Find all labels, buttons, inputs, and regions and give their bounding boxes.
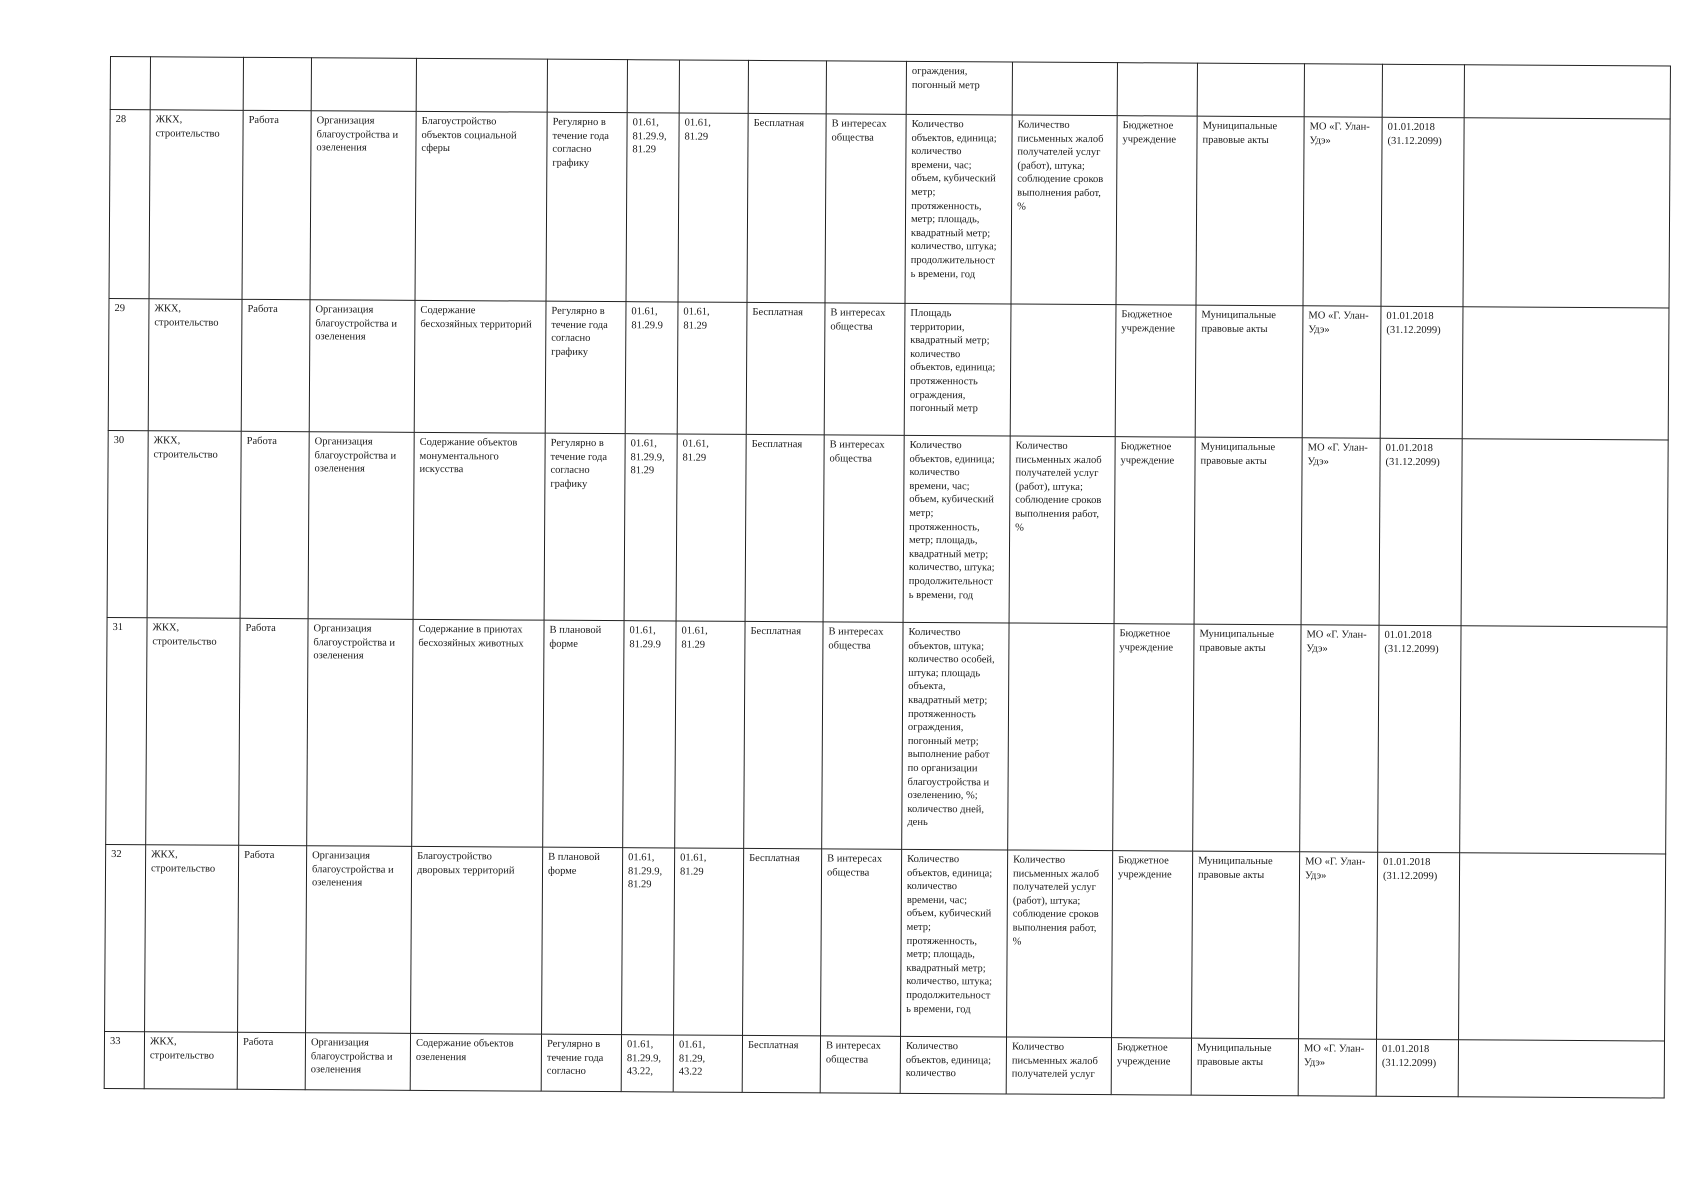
cell-dates: [1381, 117, 1464, 306]
cell-metrics: [904, 303, 1011, 436]
cell-interest: [822, 622, 903, 849]
cell-frequency: [544, 433, 625, 620]
cell-institution: [1115, 305, 1196, 437]
cell-num: [104, 1031, 144, 1088]
cell-payment: [746, 302, 825, 434]
cell-text: Количество письменных жалоб получателей услуг: [1011, 1041, 1098, 1081]
cell-text: Муниципальные правовые акты: [1202, 120, 1278, 146]
cell-text: 28: [115, 114, 127, 126]
cell-text: ЖКХ, строительство: [153, 435, 218, 461]
cell-institution: [1117, 63, 1197, 116]
cell-text: Муниципальные правовые акты: [1196, 1042, 1272, 1068]
cell-metrics: [905, 114, 1012, 304]
cell-text: 29: [114, 303, 125, 315]
cell-acts: [1191, 1038, 1298, 1096]
table-row: [108, 298, 1669, 440]
table-row: [105, 844, 1666, 1041]
cell-text: В интересах общества: [829, 439, 885, 465]
cell-acts: [1195, 305, 1303, 438]
cell-okved1: [622, 848, 675, 1035]
cell-kind: [243, 57, 311, 110]
cell-kind: [241, 299, 310, 431]
cell-text: 01.61, 81.29.9, 43.22,: [626, 1039, 662, 1078]
cell-acts: [1192, 851, 1300, 1039]
cell-text: 01.61, 81.29: [684, 117, 711, 143]
cell-text: Муниципальные правовые акты: [1199, 628, 1275, 654]
cell-text: МО «Г. Улан- Удэ»: [1306, 629, 1367, 655]
cell-institution: [1114, 437, 1195, 624]
cell-text: Количество объектов, единица; количество времени, час; объем, кубический метр; протяженность, метр; площадь, квадратный метр; количество, штука; продолжительност ь времени, год: [908, 439, 995, 601]
cell-name: [414, 300, 546, 433]
cell-sector: [145, 845, 239, 1033]
cell-extra: [1463, 118, 1670, 308]
cell-text: [1467, 629, 1662, 630]
cell-metrics: [903, 435, 1010, 623]
cell-interest: [820, 1036, 900, 1093]
cell-name: [413, 432, 545, 620]
registry-sheet: [104, 56, 1671, 1099]
cell-institution: [1111, 1038, 1191, 1095]
cell-acts: [1193, 624, 1301, 852]
cell-section: [310, 111, 416, 301]
cell-municipality: [1298, 1039, 1376, 1096]
registry-body: [104, 57, 1670, 1099]
cell-okved2: [673, 1035, 742, 1092]
cell-payment: [745, 434, 824, 621]
cell-dates: [1377, 852, 1460, 1039]
cell-text: 01.61, 81.29.9: [629, 625, 661, 650]
cell-kind: [240, 431, 309, 618]
continuation-metrics: ограждения, погонный метр: [911, 65, 980, 91]
cell-section: [307, 619, 413, 847]
cell-text: Муниципальные правовые акты: [1200, 441, 1276, 467]
cell-text: Работа: [246, 435, 278, 448]
cell-text: Бесплатная: [749, 852, 800, 865]
cell-kind: [239, 618, 308, 845]
cell-kind: [238, 845, 307, 1032]
cell-dates: [1380, 306, 1463, 438]
cell-text: [1468, 442, 1663, 443]
cell-acts: [1196, 116, 1304, 306]
cell-text: 01.61, 81.29: [682, 438, 709, 464]
cell-text: Работа: [247, 303, 278, 316]
cell-payment: [747, 113, 826, 302]
cell-sector: [147, 431, 241, 619]
cell-extra: [1459, 853, 1666, 1041]
cell-sector: [144, 1032, 237, 1090]
cell-okved2: [677, 302, 747, 434]
table-row: [109, 110, 1670, 309]
cell-dates: [1376, 1039, 1458, 1096]
cell-municipality: [1303, 117, 1382, 306]
cell-text: В плановой форме: [547, 851, 600, 877]
cell-institution: [1116, 116, 1197, 305]
cell-text: Регулярно в течение года согласно графику: [551, 305, 608, 358]
cell-text: МО «Г. Улан- Удэ»: [1309, 121, 1370, 147]
cell-text: [1468, 310, 1663, 311]
cell-extra: [1462, 307, 1669, 440]
cell-text: Бесплатная: [750, 625, 802, 638]
cell-metrics: [900, 1036, 1006, 1094]
table-row: [104, 1031, 1664, 1098]
cell-name: [411, 846, 543, 1034]
cell-dates: [1378, 625, 1461, 852]
cell-text: 01.01.2018 (31.12.2099): [1384, 629, 1439, 655]
cell-frequency: [541, 1034, 621, 1091]
cell-text: [1015, 627, 1109, 628]
cell-text: Бюджетное учреждение: [1121, 309, 1175, 335]
cell-text: Содержание объектов монументального искусства: [419, 436, 518, 476]
cell-sector: [150, 57, 243, 111]
cell-municipality: [1299, 852, 1378, 1039]
cell-quality: [1007, 850, 1113, 1038]
cell-interest: [825, 114, 906, 303]
cell-text: Работа: [242, 1036, 274, 1049]
cell-quality: [1010, 304, 1116, 437]
cell-frequency: [547, 59, 627, 112]
cell-num: [108, 298, 149, 430]
cell-payment: [742, 1035, 820, 1092]
cell-text: Содержание объектов озеленения: [415, 1037, 514, 1063]
cell-num: [109, 110, 150, 299]
cell-text: Бюджетное учреждение: [1120, 441, 1175, 467]
cell-interest: [826, 61, 906, 114]
cell-text: 01.61, 81.29: [681, 625, 708, 651]
cell-text: ЖКХ, строительство: [155, 114, 220, 140]
cell-municipality: [1300, 625, 1379, 852]
cell-text: Бесплатная: [751, 438, 803, 451]
cell-sector: [149, 110, 243, 300]
cell-text: Количество объектов, единица; количество времени, час; объем, кубический метр; протяженность, метр; площадь, квадратный метр; количество, штука; продолжительност ь времени, год: [906, 853, 993, 1015]
cell-payment: [744, 621, 823, 848]
cell-extra: [1458, 1040, 1664, 1098]
cell-text: МО «Г. Улан- Удэ»: [1304, 856, 1366, 882]
cell-sector: [146, 618, 240, 846]
cell-name: [416, 58, 547, 112]
cell-text: 01.61, 81.29.9: [631, 306, 663, 331]
cell-num: [106, 617, 147, 844]
cell-text: Бюджетное учреждение: [1117, 855, 1172, 881]
cell-text: В интересах общества: [830, 307, 886, 333]
cell-text: 01.01.2018 (31.12.2099): [1386, 310, 1441, 336]
cell-text: 01.01.2018 (31.12.2099): [1385, 442, 1440, 468]
cell-dates: [1379, 438, 1462, 625]
cell-municipality: [1304, 64, 1382, 117]
cell-text: Организация благоустройства и озеленения: [316, 115, 399, 154]
cell-frequency: [542, 847, 623, 1034]
cell-text: МО «Г. Улан- Удэ»: [1303, 1043, 1365, 1069]
cell-text: ЖКХ, строительство: [149, 1036, 215, 1062]
cell-text: Количество объектов, единица; количество: [905, 1040, 992, 1080]
cell-extra: [1460, 626, 1667, 854]
cell-text: Работа: [245, 622, 276, 635]
cell-text: Бесплатная: [752, 306, 804, 319]
cell-municipality: [1302, 306, 1381, 438]
cell-text: Количество письменных жалоб получателей услуг (работ), штука; соблюдение сроков выполнения работ, %: [1015, 440, 1102, 534]
cell-text: 01.61, 81.29.9, 81.29: [632, 117, 667, 156]
cell-okved1: [626, 113, 679, 302]
cell-extra: [1464, 65, 1670, 119]
cell-institution: [1113, 624, 1194, 851]
cell-text: [1465, 856, 1660, 857]
cell-okved2: [676, 434, 746, 621]
cell-text: МО «Г. Улан- Удэ»: [1308, 310, 1369, 336]
cell-text: 01.01.2018 (31.12.2099): [1381, 1043, 1437, 1069]
cell-frequency: [546, 112, 627, 301]
cell-metrics: [902, 622, 1009, 850]
cell-text: 01.61, 81.29: [679, 852, 707, 878]
cell-text: 01.01.2018 (31.12.2099): [1382, 856, 1438, 882]
cell-text: Содержание в приютах бесхозяйных животных: [418, 623, 524, 650]
cell-text: 01.61, 81.29.9, 81.29: [630, 438, 665, 477]
cell-metrics: [906, 61, 1012, 115]
continuation-row: [110, 57, 1670, 120]
cell-text: В интересах общества: [826, 853, 883, 879]
cell-text: Бюджетное учреждение: [1122, 120, 1177, 146]
cell-text: Работа: [244, 849, 275, 862]
cell-text: В интересах общества: [825, 1040, 881, 1066]
cell-name: [410, 1033, 541, 1091]
cell-text: 01.01.2018 (31.12.2099): [1387, 121, 1442, 147]
cell-payment: [748, 60, 826, 113]
cell-frequency: [545, 301, 626, 433]
cell-text: В плановой форме: [549, 624, 602, 650]
cell-text: Количество объектов, единица; количество времени, час; объем, кубический метр; протяженность, метр; площадь, квадратный метр; количество, штука; продолжительност ь времени, год: [910, 118, 997, 280]
cell-text: Организация благоустройства и озеленения: [314, 436, 397, 475]
cell-kind: [242, 110, 311, 299]
cell-text: Муниципальные правовые акты: [1201, 309, 1277, 335]
cell-text: Бюджетное учреждение: [1116, 1042, 1171, 1068]
cell-text: Муниципальные правовые акты: [1197, 855, 1273, 881]
cell-okved2: [674, 848, 744, 1035]
cell-text: [1470, 121, 1665, 122]
cell-num: [107, 430, 148, 617]
cell-text: ЖКХ, строительство: [154, 303, 219, 329]
cell-quality: [1008, 623, 1114, 851]
cell-extra: [1461, 439, 1668, 627]
cell-interest: [824, 303, 905, 435]
cell-okved2: [679, 60, 748, 113]
cell-okved2: [678, 113, 748, 302]
cell-text: Работа: [248, 114, 279, 127]
cell-text: В интересах общества: [831, 118, 887, 144]
cell-text: 30: [113, 435, 125, 447]
cell-text: ЖКХ, строительство: [151, 849, 216, 875]
cell-interest: [821, 849, 902, 1036]
cell-text: [1016, 308, 1110, 309]
cell-text: [1464, 1043, 1659, 1044]
cell-text: Количество письменных жалоб получателей услуг (работ), штука; соблюдение сроков выполнения работ, %: [1017, 119, 1104, 213]
cell-text: 01.61, 81.29.9, 81.29: [627, 852, 663, 891]
cell-text: МО «Г. Улан- Удэ»: [1307, 442, 1368, 468]
cell-text: Организация благоустройства и озеленения: [311, 850, 394, 889]
cell-okved1: [623, 621, 676, 848]
cell-text: Организация благоустройства и озеленения: [313, 623, 396, 662]
cell-text: Регулярно в течение года согласно: [546, 1038, 604, 1078]
cell-name: [415, 111, 547, 301]
cell-num: [105, 844, 146, 1031]
cell-text: ЖКХ, строительство: [152, 622, 217, 648]
table-row: [106, 617, 1667, 854]
cell-text: Регулярно в течение года согласно графику: [550, 437, 608, 490]
cell-interest: [823, 435, 904, 622]
cell-okved1: [624, 434, 677, 621]
cell-text: 01.61, 81.29, 43.22: [678, 1039, 706, 1078]
cell-okved1: [621, 1035, 673, 1092]
cell-quality: [1009, 436, 1115, 624]
cell-municipality: [1301, 438, 1380, 625]
cell-text: Благоустройство объектов социальной сферы: [421, 115, 517, 155]
cell-text: 01.61, 81.29: [683, 306, 710, 332]
cell-section: [305, 1033, 410, 1091]
cell-text: Количество объектов, штука; количество особей, штука; площадь объекта, квадратный метр; протяженность ограждения, погонный метр; выполнение работ по организации благоустройства и озеленению, %; количество дней, день: [907, 626, 995, 829]
table-row: [107, 430, 1668, 627]
cell-text: 31: [112, 622, 124, 634]
cell-kind: [237, 1032, 305, 1089]
cell-frequency: [543, 620, 624, 847]
cell-okved1: [627, 60, 679, 113]
cell-text: Организация благоустройства и озеленения: [315, 304, 398, 343]
cell-text: Бесплатная: [753, 117, 805, 130]
cell-metrics: [901, 849, 1008, 1037]
cell-section: [308, 432, 414, 620]
cell-dates: [1382, 64, 1464, 117]
cell-text: 32: [111, 849, 122, 861]
cell-text: Площадь территории, квадратный метр; количество объектов, единица; протяженность ограждения, погонный метр: [909, 307, 996, 415]
cell-payment: [743, 848, 822, 1035]
cell-institution: [1112, 851, 1193, 1038]
cell-num: [110, 57, 150, 110]
cell-acts: [1197, 63, 1304, 117]
cell-text: Количество письменных жалоб получателей услуг (работ), штука; соблюдение сроков выполнения работ, %: [1012, 854, 1100, 948]
cell-quality: [1011, 115, 1117, 305]
registry-table: [104, 56, 1671, 1099]
cell-text: Бюджетное учреждение: [1119, 628, 1174, 654]
cell-sector: [148, 299, 242, 432]
cell-text: Бесплатная: [747, 1039, 799, 1052]
cell-text: Содержание бесхозяйных территорий: [420, 304, 532, 331]
cell-quality: [1012, 62, 1117, 116]
cell-okved2: [675, 621, 745, 848]
cell-section: [306, 846, 412, 1034]
cell-okved1: [625, 302, 678, 434]
cell-text: В интересах общества: [828, 626, 884, 652]
cell-section: [309, 300, 415, 433]
cell-text: Регулярно в течение года согласно графику: [552, 116, 610, 169]
cell-text: Организация благоустройства и озеленения: [310, 1037, 393, 1076]
cell-quality: [1006, 1037, 1111, 1095]
cell-section: [311, 58, 416, 112]
cell-acts: [1194, 437, 1302, 625]
cell-name: [412, 619, 544, 847]
cell-text: 33: [109, 1036, 121, 1048]
cell-text: Благоустройство дворовых территорий: [416, 850, 515, 877]
